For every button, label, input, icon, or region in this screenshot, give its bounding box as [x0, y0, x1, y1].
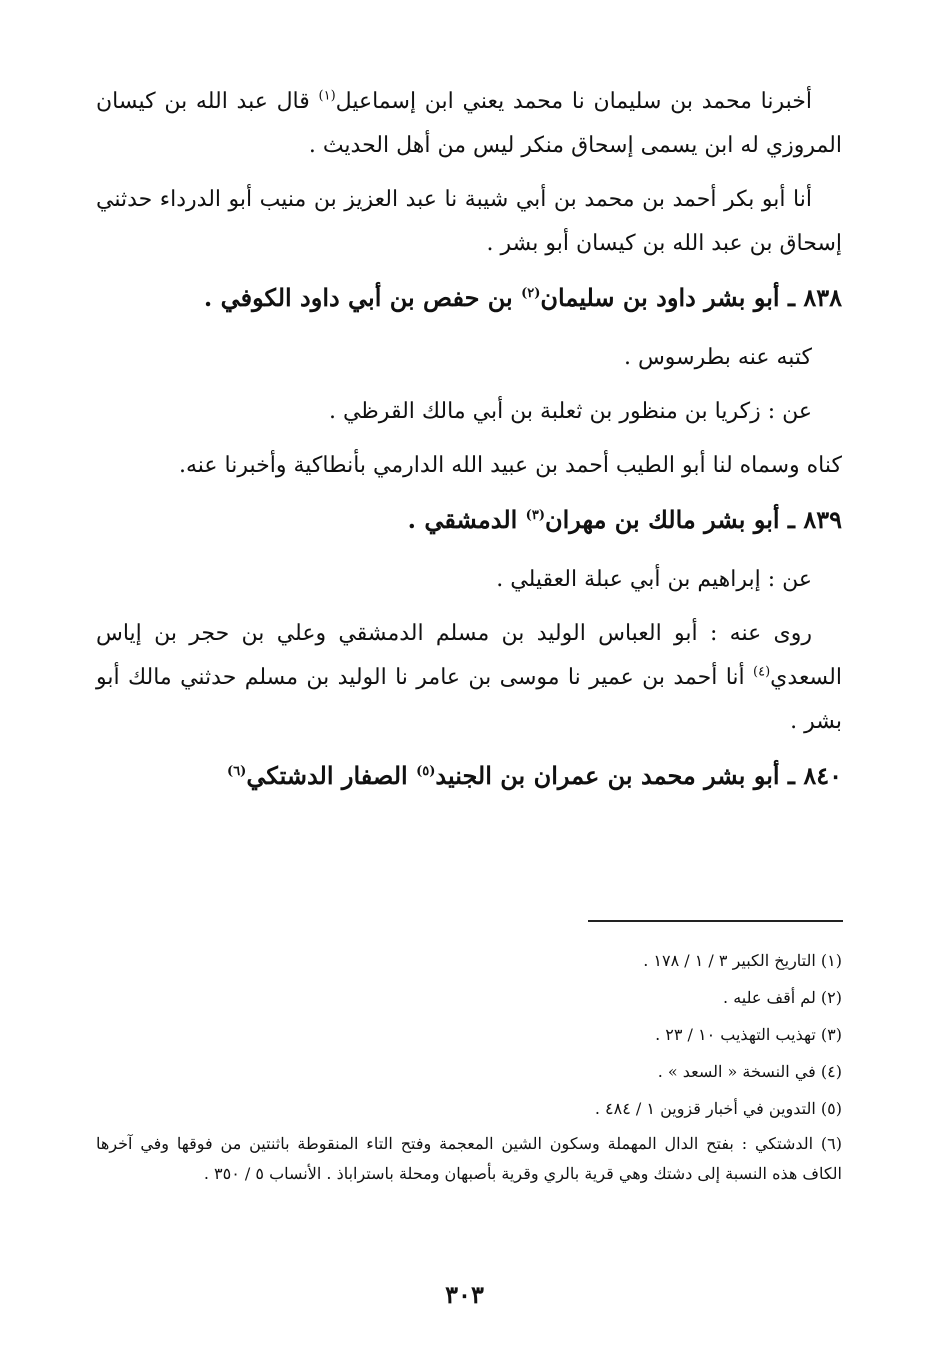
entry-heading-text: الصفار الدشتكي	[246, 761, 417, 790]
footnote-ref: (٥)	[416, 764, 436, 779]
page-number: ٣٠٣	[445, 1280, 484, 1309]
entry-heading-840	[96, 754, 842, 798]
paragraph: أنا أبو بكر أحمد بن محمد بن أبي شيبة نا عبد العزيز بن منيب أبو الدرداء حدثني إسحاق بن عبد الله بن كيسان أبو بشر .	[96, 187, 842, 256]
paragraph	[96, 612, 842, 744]
entry-heading-text: ٨٣٩ ـ أبو بشر مالك بن مهران	[544, 505, 842, 534]
footnote: (٦) الدشتكي : بفتح الدال المهملة وسكون الشين المعجمة وفتح التاء المنقوطة باثنتين من فوقها وفي آخرها الكاف هذه النسبة إلى دشتك وهي قرية بالري وقرية بأصبهان ومحلة باستراباذ . الأنساب ٥ / ٣٥٠ .	[96, 1134, 842, 1183]
paragraph: عن : إبراهيم بن أبي عبلة العقيلي .	[496, 567, 812, 592]
footnote-ref: (٤)	[753, 664, 771, 680]
entry-heading-text: ٨٤٠ ـ أبو بشر محمد بن عمران بن الجنيد	[435, 761, 842, 790]
main-text	[96, 80, 842, 814]
footnote: (١) التاريخ الكبير ٣ / ١ / ١٧٨ .	[643, 951, 842, 970]
paragraph: كناه وسماه لنا أبو الطيب أحمد بن عبيد الله الدارمي بأنطاكية وأخبرنا عنه.	[178, 453, 842, 478]
paragraph-text: أنا أحمد بن عمير نا موسى بن عامر نا الوليد بن مسلم حدثني مالك أبو بشر .	[96, 665, 842, 734]
footnotes	[96, 944, 842, 1193]
paragraph-text: قال عبد الله بن كيسان المروزي له ابن يسمى إسحاق منكر ليس من أهل الحديث .	[96, 89, 842, 158]
entry-heading-text: الدمشقي .	[407, 505, 526, 534]
footnote: (٤) في النسخة « السعد » .	[657, 1062, 842, 1081]
footnote-ref: (٢)	[521, 286, 541, 301]
footnote-ref: (١)	[318, 88, 336, 104]
entry-heading-text: بن حفص بن أبي داود الكوفي .	[203, 283, 522, 312]
footnote-ref: (٣)	[525, 508, 545, 523]
paragraph	[96, 80, 842, 168]
footnote: (٥) التدوين في أخبار قزوين ١ / ٤٨٤ .	[594, 1099, 842, 1118]
footnote-ref: (٦)	[227, 764, 247, 779]
footnote: (٢) لم أقف عليه .	[723, 988, 842, 1007]
paragraph-text: روى عنه : أبو العباس الوليد بن مسلم الدمشقي وعلي بن حجر بن إياس السعدي	[96, 621, 842, 690]
entry-heading-838	[96, 276, 842, 320]
footnote: (٣) تهذيب التهذيب ١٠ / ٢٣ .	[655, 1025, 842, 1044]
paragraph: كتبه عنه بطرسوس .	[623, 345, 812, 370]
entry-heading-text: ٨٣٨ ـ أبو بشر داود بن سليمان	[540, 283, 842, 312]
footnote-separator	[588, 920, 843, 922]
entry-heading-839	[96, 498, 842, 542]
paragraph: عن : زكريا بن منظور بن ثعلبة بن أبي مالك القرظي .	[328, 399, 812, 424]
paragraph-text: أخبرنا محمد بن سليمان نا محمد يعني ابن إسماعيل	[335, 89, 812, 114]
